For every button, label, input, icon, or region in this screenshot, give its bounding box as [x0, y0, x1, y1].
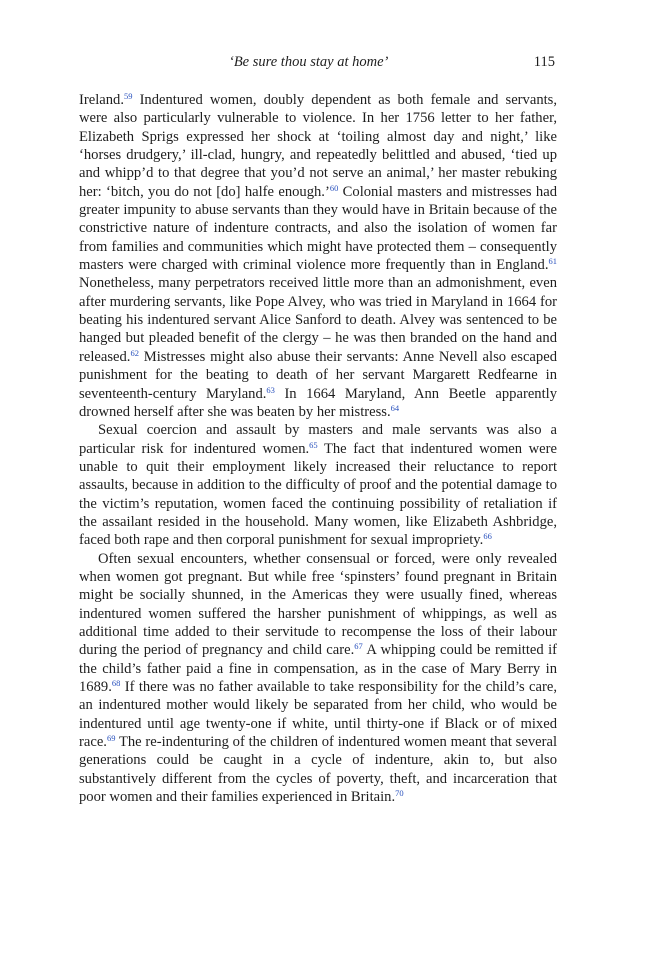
footnote-marker[interactable]: 70 [395, 788, 404, 799]
text-run: Nonetheless, many perpetrators received little more than an admonishment, even after murdering servants, like Pope Alvey, who was tried in Maryland in 1664 for beating his indentured servant Alice Sanford to death. Alvey was sentenced to be hanged but pleaded benefit of the clergy – he was then branded on the hand and released. [79, 275, 557, 365]
text-run: The re-indenturing of the children of indentured women meant that several generations could be caught in a cycle of indenture, akin to, but also substantively different from the cycles of poverty, theft, and incarceration that poor women and their families experienced in Britain. [79, 734, 557, 806]
footnote-marker[interactable]: 63 [266, 384, 275, 395]
running-head [79, 54, 557, 74]
paragraph [79, 550, 557, 807]
running-head-title: ‘Be sure thou stay at home’ [229, 54, 389, 70]
text-run: Ireland. [79, 92, 124, 108]
text-run: Mistresses might also abuse their servants: Anne Nevell also escaped punishment for the beating to death of her servant Margarett Redfearne in seventeenth-century Maryland. [79, 348, 557, 402]
footnote-marker[interactable]: 67 [354, 641, 363, 652]
footnote-marker[interactable]: 64 [390, 402, 400, 413]
footnote-marker[interactable]: 62 [130, 347, 139, 358]
text-run: Colonial masters and mistresses had greater impunity to abuse servants than they would have in Britain because of the constrictive nature of indenture contracts, and also the isolation of women far from families and communities which might have protected them – consequently masters were charged with criminal violence more frequently than in England. [79, 183, 557, 274]
footnote-marker[interactable]: 61 [548, 256, 557, 267]
footnote-marker[interactable]: 68 [111, 678, 121, 688]
footnote-marker[interactable]: 65 [309, 439, 318, 450]
page-number: 115 [533, 54, 555, 70]
text-run: Indentured women, doubly dependent as both female and servants, were also particularly vulnerable to violence. In her 1756 letter to her father, Elizabeth Sprigs expressed her shock at ‘toiling almost day and night,’ like ‘horses drudgery,’ ill-clad, hungry, and repeatedly belittled and abused, ‘tied up and whipp’d to that degree that you’d not serve an animal,’ her master rebuking her: ‘bitch, you do not [do] halfe enough.’ [79, 92, 557, 200]
text-run: The fact that indentured women were unable to quit their employment likely increased their reluctance to report assaults, because in addition to the difficulty of proof and the potential damage to the victim’s reputation, women faced the continuing possibility of retaliation if the assailant resided in the household. Many women, like Elizabeth Ashbridge, faced both rape and then corporal punishment for sexual impropriety. [79, 440, 557, 549]
text-run: Often sexual encounters, whether consensual or forced, were only revealed when women got pregnant. But while free ‘spinsters’ found pregnant in Britain might be socially shunned, in the Americas they were usually fined, whereas indentured women suffered the harsher punishment of whippings, as well as additional time added to their servitude to recompense the loss of their labour during the period of pregnancy and child care. [79, 550, 557, 659]
footnote-marker[interactable]: 69 [106, 733, 116, 744]
body-text [79, 91, 557, 806]
text-run: If there was no father available to take responsibility for the child’s care, an indentured mother would likely be separated from her child, who would be indentured until age twenty-one if white, until thirty-one if Black or of mixed race. [79, 679, 557, 751]
footnote-marker[interactable]: 60 [329, 182, 339, 193]
footnote-marker[interactable]: 59 [123, 91, 133, 101]
paragraph [79, 421, 557, 549]
text-run: Sexual coercion and assault by masters and male servants was also a particular risk for indentured women. [79, 422, 557, 457]
paragraph [79, 91, 557, 421]
text-run: A whipping could be remitted if the child’s father paid a fine in compensation, as in the case of Mary Berry in 1689. [79, 642, 557, 695]
text-run: In 1664 Maryland, Ann Beetle apparently drowned herself after she was beaten by her mistress. [79, 385, 557, 420]
footnote-marker[interactable]: 66 [483, 531, 492, 542]
